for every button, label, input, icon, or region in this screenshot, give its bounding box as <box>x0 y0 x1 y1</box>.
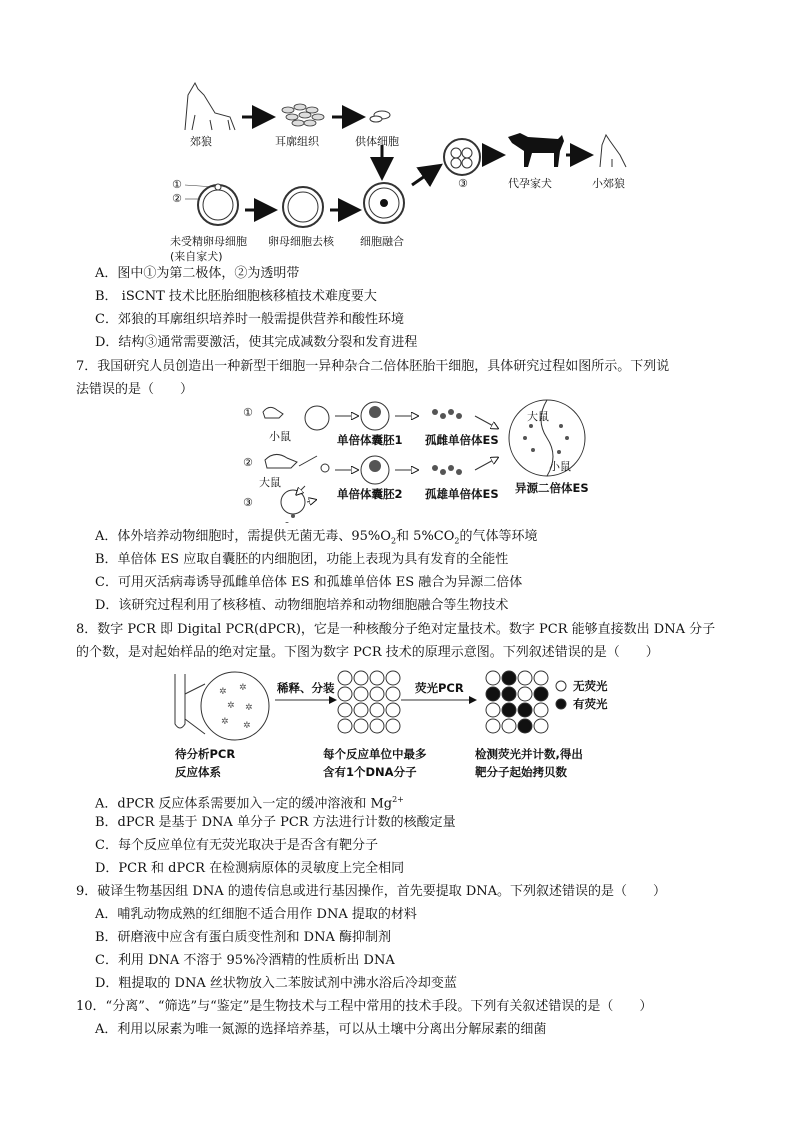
q7-option-b: B．单倍体 ES 应取自囊胚的内细胞团，功能上表现为具有发育的全能性 <box>95 552 509 567</box>
label-cell-fusion: 细胞融合 <box>360 235 404 248</box>
mark-q7-3: ③ <box>243 496 253 509</box>
label-circle-mouse: 小鼠 <box>549 460 571 473</box>
dpcr-figure <box>165 664 645 786</box>
q10-stem: 10．“分离”、“筛选”与“鉴定”是生物技术与工程中常用的技术手段。下列有关叙述错误的是（ ） <box>76 999 653 1014</box>
wolf-illustration <box>185 83 235 130</box>
q9-stem: 9．破译生物基因组 DNA 的遗传信息或进行基因操作，首先要提取 DNA。下列叙述错误的是（ ） <box>76 884 667 899</box>
q9-option-b: B．研磨液中应含有蛋白质变性剂和 DNA 酶抑制剂 <box>95 930 392 945</box>
q6-option-c: C．郊狼的耳廓组织培养时一般需提供营养和酸性环境 <box>95 312 404 327</box>
q9-option-d: D．粗提取的 DNA 丝状物放入二苯胺试剂中沸水浴后冷却变蓝 <box>95 976 457 991</box>
svg-text:✲: ✲ <box>243 721 251 731</box>
legend-fluorescence: 有荧光 <box>573 697 608 711</box>
label-pcr-system-1: 待分析PCR <box>175 747 236 761</box>
label-detect-1: 检测荧光并计数,得出 <box>475 747 583 761</box>
q8-stem-line1: 8．数字 PCR 即 Digital PCR(dPCR)，它是一种核酸分子绝对定量技术。数字 PCR 能够直接数出 DNA 分子 <box>76 622 716 637</box>
label-donor-cell: 供体细胞 <box>355 135 399 148</box>
ear-tissue-illustration <box>282 104 324 126</box>
mark-1: ① <box>172 178 182 191</box>
label-haploid-blastocyst-2: 单倍体囊胚2 <box>337 487 403 501</box>
q7-option-a-sub2: 2 <box>454 536 460 546</box>
dilution-grid <box>338 671 400 733</box>
q7-option-a <box>95 528 538 551</box>
svg-text:✲: ✲ <box>221 717 229 727</box>
q9-option-c: C．利用 DNA 不溶于 95%冷酒精的性质析出 DNA <box>95 953 395 968</box>
legend-no-fluorescence: 无荧光 <box>573 679 608 693</box>
label-androgenetic-es: 孤雄单倍体ES <box>425 487 499 501</box>
q6-option-d: D．结构③通常需要激活，使其完成减数分裂和发育进程 <box>95 335 418 350</box>
label-haploid-blastocyst-1: 单倍体囊胚1 <box>337 433 403 447</box>
label-enucleation: 卵母细胞去核 <box>268 235 334 248</box>
mark-3: ③ <box>458 177 468 190</box>
label-surrogate-dog: 代孕家犬 <box>508 177 552 190</box>
svg-text:✲: ✲ <box>239 683 247 693</box>
stem-cell-figure <box>235 398 595 523</box>
q8-option-c: C．每个反应单位有无荧光取决于是否含有靶分子 <box>95 838 378 853</box>
label-dilution: 稀释、分装 <box>277 681 335 695</box>
cloning-figure <box>160 75 640 265</box>
label-oocyte: 未受精卵母细胞 <box>170 235 247 248</box>
mark-2: ② <box>172 192 182 205</box>
label-detect-2: 靶分子起始拷贝数 <box>475 765 567 779</box>
label-reaction-unit-1: 每个反应单位中最多 <box>323 747 427 761</box>
q8-option-b: B．dPCR 是基于 DNA 单分子 PCR 方法进行计数的核酸定量 <box>95 815 456 830</box>
label-from-dog: (来自家犬) <box>170 250 223 263</box>
svg-text:✲: ✲ <box>219 687 227 697</box>
q7-stem-line2: 法错误的是（ ） <box>76 382 194 397</box>
mark-q7-2: ② <box>243 456 253 469</box>
q6-option-a: A．图中①为第二极体，②为透明带 <box>95 266 300 281</box>
q10-option-a: A．利用以尿素为唯一氮源的选择培养基，可以从土壤中分离出分解尿素的细菌 <box>95 1022 547 1037</box>
q7-option-c: C．可用灭活病毒诱导孤雌单倍体 ES 和孤雄单倍体 ES 融合为异源二倍体 <box>95 575 523 590</box>
q8-option-a-text: A．dPCR 反应体系需要加入一定的缓冲溶液和 Mg <box>95 796 393 812</box>
label-young-wolf: 小郊狼 <box>592 177 625 190</box>
q8-option-a-sup: 2+ <box>392 795 404 804</box>
q7-option-a-end: 的气体等环境 <box>459 529 538 544</box>
label-ear-tissue: 耳廓组织 <box>275 135 319 148</box>
q8-stem-line2: 的个数，是对起始样品的绝对定量。下图为数字 PCR 技术的原理示意图。下列叙述错误的是（ ） <box>76 645 659 660</box>
label-fluorescent-pcr: 荧光PCR <box>415 681 464 695</box>
dog-illustration <box>508 133 564 167</box>
q7-option-a-sub1: 2 <box>390 536 397 546</box>
q8-option-a <box>95 791 404 813</box>
label-parthenogenetic-es: 孤雌单倍体ES <box>425 433 499 447</box>
svg-text:✲: ✲ <box>227 701 235 711</box>
label-reaction-unit-2: 含有1个DNA分子 <box>323 765 417 779</box>
label-pcr-system-2: 反应体系 <box>175 765 221 779</box>
label-circle-rat: 大鼠 <box>527 410 549 423</box>
fluorescence-grid <box>486 671 566 733</box>
q7-option-a-mid: 和 5%CO <box>396 529 455 544</box>
mark-q7-1: ① <box>243 406 253 419</box>
label-mouse: 小鼠 <box>269 430 291 443</box>
young-wolf-illustration <box>600 135 626 167</box>
label-wolf: 郊狼 <box>190 135 212 148</box>
q7-stem-line1: 7．我国研究人员创造出一种新型干细胞一异种杂合二倍体胚胎干细胞，具体研究过程如图所示。下列说 <box>76 359 670 374</box>
q6-option-b: B． iSCNT 技术比胚胎细胞核移植技术难度要大 <box>95 289 377 304</box>
label-rat: 大鼠 <box>259 476 281 489</box>
q9-option-a: A．哺乳动物成熟的红细胞不适合用作 DNA 提取的材料 <box>95 907 417 922</box>
svg-text:✲: ✲ <box>245 703 253 713</box>
q8-option-d: D．PCR 和 dPCR 在检测病原体的灵敏度上完全相同 <box>95 861 405 876</box>
label-hybrid-diploid-es: 异源二倍体ES <box>515 481 589 495</box>
q7-option-d: D．该研究过程利用了核移植、动物细胞培养和动物细胞融合等生物技术 <box>95 598 509 613</box>
q7-option-a-text: A．体外培养动物细胞时，需提供无菌无毒、95%O <box>95 529 391 544</box>
